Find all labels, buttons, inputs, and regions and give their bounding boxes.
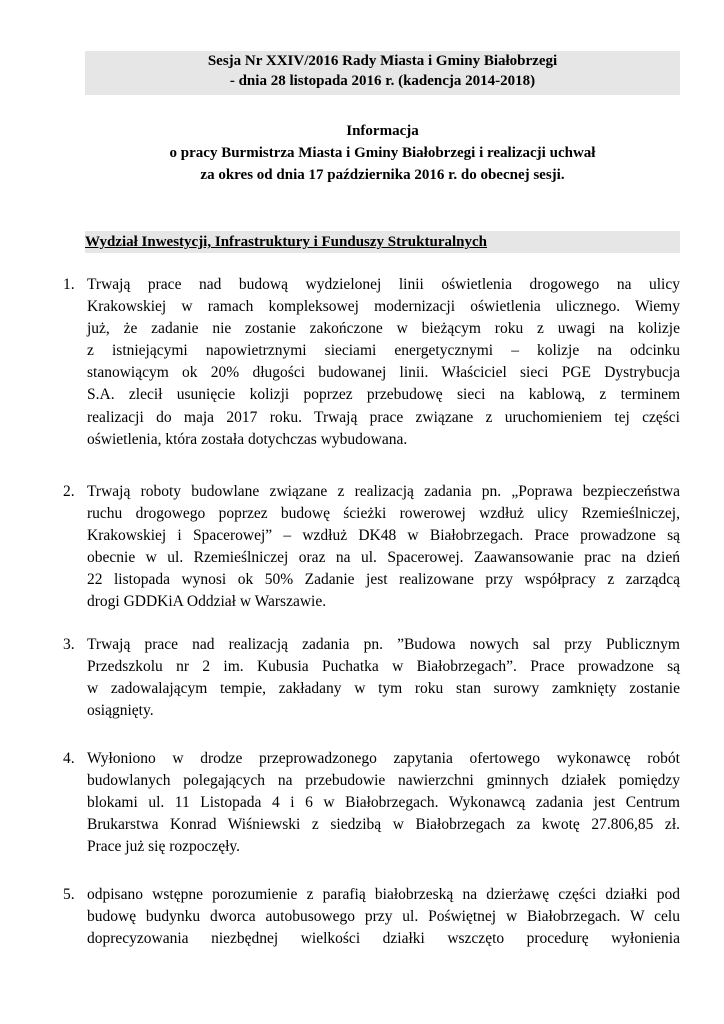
session-header: [85, 51, 680, 95]
information-subject: o pracy Burmistrza Miasta i Gminy Białobrzegi i realizacji uchwał: [169, 145, 596, 161]
text-line: doprecyzowania niezbędnej wielkości działki wszczęto procedurę wyłonienia: [87, 930, 680, 948]
text-line: Trwają prace nad budową wydzielonej linii oświetlenia drogowego na ulicy: [87, 276, 680, 293]
text-line: obecnie w ul. Rzemieślniczej oraz na ul. Spacerowej. Zaawansowanie prac na dzień: [87, 549, 680, 567]
text-line: stanowiącym ok 20% długości budowanej linii. Właściciel sieci PGE Dystrybucja: [87, 364, 680, 382]
text-line: drogi GDDKiA Oddział w Warszawie.: [87, 593, 327, 611]
text-line: Trwają roboty budowlane związane z realizacją zadania pn. „Poprawa bezpieczeństwa: [87, 483, 680, 500]
text-line: z istniejącymi napowietrznymi sieciami energetycznymi – kolizje na odcinku: [87, 342, 680, 360]
text-line: oświetlenia, która została dotychczas wybudowana.: [87, 430, 408, 448]
text-line: Trwają prace nad realizacją zadania pn. ”Budowa nowych sal przy Publicznym: [87, 636, 680, 653]
list-item-number: 3.: [63, 636, 75, 653]
list-item-number: 5.: [63, 886, 75, 903]
list-item-number: 4.: [63, 750, 75, 767]
section-header: [85, 231, 680, 253]
text-line: ruchu drogowego poprzez budowę ścieżki rowerowej wzdłuż ulicy Rzemieślniczej,: [87, 505, 680, 523]
information-heading: [85, 120, 680, 186]
text-line: blokami ul. 11 Listopada 4 i 6 w Białobrzegach. Wykonawcą zadania jest Centrum: [87, 794, 680, 812]
list-item-1: [63, 274, 680, 451]
list-item-4: [63, 748, 680, 858]
section-title: Wydział Inwestycji, Infrastruktury i Funduszy Strukturalnych: [85, 234, 487, 250]
text-line: Brukarstwa Konrad Wiśniewski z siedzibą w Białobrzegach za kwotę 27.806,85 zł.: [87, 816, 680, 834]
text-line: odpisano wstępne porozumienie z parafią białobrzeską na dzierżawę części działki pod: [87, 886, 680, 903]
text-line: Wyłoniono w drodze przeprowadzonego zapytania ofertowego wykonawcę robót: [87, 750, 680, 767]
text-line: S.A. zlecił usunięcie kolizji poprzez przebudowę sieci na kablową, z terminem: [87, 386, 680, 404]
list-item-3: [63, 634, 680, 722]
list-item-5: [63, 884, 680, 950]
list-item-2: [63, 481, 680, 614]
session-date: - dnia 28 listopada 2016 r. (kadencja 2014-2018): [229, 73, 536, 89]
text-line: realizacji do maja 2017 roku. Trwają prace związane z uruchomieniem tej części: [87, 408, 680, 426]
text-line: w zadowalającym tempie, zakładany w tym roku stan surowy zamknięty zostanie: [87, 680, 680, 698]
information-period: za okres od dnia 17 października 2016 r. do obecnej sesji.: [200, 167, 565, 183]
list-item-number: 1.: [63, 276, 75, 293]
text-line: Przedszkolu nr 2 im. Kubusia Puchatka w Białobrzegach”. Prace prowadzone są: [87, 658, 680, 676]
text-line: budowę budynku dworca autobusowego przy ul. Poświętnej w Białobrzegach. W celu: [87, 908, 680, 926]
list-item-number: 2.: [63, 483, 75, 500]
text-line: budowlanych polegających na przebudowie nawierzchni gminnych działek pomiędzy: [87, 772, 680, 790]
text-line: już, że zadanie nie zostanie zakończone w bieżącym roku z uwagi na kolizje: [87, 320, 680, 338]
text-line: Krakowskiej i Spacerowej” – wzdłuż DK48 w Białobrzegach. Prace prowadzone są: [87, 527, 680, 545]
session-title: Sesja Nr XXIV/2016 Rady Miasta i Gminy Białobrzegi: [207, 53, 558, 69]
text-line: Prace już się rozpoczęły.: [87, 838, 241, 856]
text-line: Krakowskiej w ramach kompleksowej modernizacji oświetlenia ulicznego. Wiemy: [87, 298, 680, 316]
text-line: osiągnięty.: [87, 702, 154, 720]
information-title: Informacja: [346, 123, 419, 139]
text-line: 22 listopada wynosi ok 50% Zadanie jest realizowane przy współpracy z zarządcą: [87, 571, 680, 589]
